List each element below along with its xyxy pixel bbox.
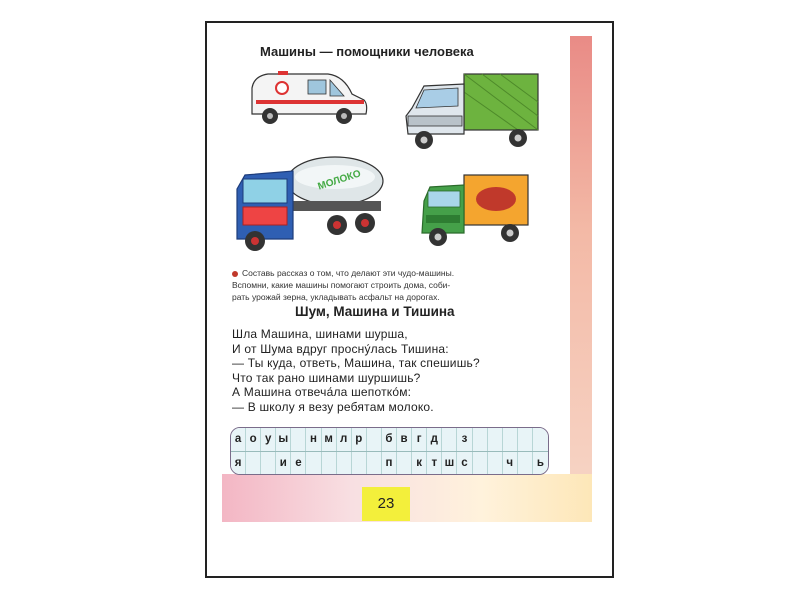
poem-line: А Машина отвеча́ла шепотко́м:: [232, 385, 412, 399]
task-line-3: рать урожай зерна, укладывать асфальт на дорогах.: [232, 292, 440, 302]
letter-cell: л: [337, 428, 352, 451]
letter-cell: [352, 452, 367, 475]
letter-cell: [261, 452, 276, 475]
letter-cell: д: [427, 428, 442, 451]
letter-cell: т: [427, 452, 442, 475]
letter-cell: [518, 452, 533, 475]
letter-cell: б: [382, 428, 397, 451]
letter-cell: [337, 452, 352, 475]
letter-cell: [246, 452, 261, 475]
letter-cell: [367, 428, 382, 451]
letter-cell: я: [231, 452, 246, 475]
box-truck-image: [420, 173, 532, 253]
letter-cell: ч: [503, 452, 518, 475]
letter-cell: а: [231, 428, 246, 451]
letter-cell: ы: [276, 428, 291, 451]
letter-cell: [473, 452, 488, 475]
letter-cell: [488, 452, 503, 475]
letter-cell: [367, 452, 382, 475]
letter-cell: [533, 428, 548, 451]
letter-grid: [230, 427, 549, 475]
letter-grid-row-1: [231, 428, 548, 451]
ambulance-image: [248, 68, 370, 130]
letter-cell: о: [246, 428, 261, 451]
poem-line: — В школу я везу ребятам молоко.: [232, 399, 434, 414]
letter-cell: п: [382, 452, 397, 475]
letter-cell: [503, 428, 518, 451]
letter-cell: к: [412, 452, 427, 475]
letter-cell: р: [352, 428, 367, 451]
letter-cell: ш: [442, 452, 457, 475]
letter-cell: н: [306, 428, 321, 451]
poem-title: Шум, Машина и Тишина: [295, 304, 455, 319]
bullet-icon: [232, 271, 238, 277]
letter-cell: [397, 452, 412, 475]
letter-cell: у: [261, 428, 276, 451]
letter-cell: г: [412, 428, 427, 451]
letter-cell: [291, 428, 306, 451]
poem-line: Шла Машина, шинами шурша,: [232, 327, 408, 341]
tanker-label: МОЛОКО: [316, 168, 363, 193]
letter-cell: [442, 428, 457, 451]
page-number: 23: [362, 487, 410, 521]
letter-cell: е: [291, 452, 306, 475]
poem: [232, 327, 480, 414]
letter-cell: м: [322, 428, 337, 451]
letter-cell: [322, 452, 337, 475]
cargo-truck-image: [402, 72, 542, 156]
poem-line: — Ты куда, ответь, Машина, так спешишь?: [232, 356, 480, 370]
letter-cell: и: [276, 452, 291, 475]
decorative-strip: [570, 36, 592, 520]
letter-cell: [488, 428, 503, 451]
letter-cell: с: [457, 452, 472, 475]
letter-cell: [473, 428, 488, 451]
poem-line: И от Шума вдруг просну́лась Тишина:: [232, 341, 449, 356]
page-title: Машины — помощники человека: [260, 44, 474, 59]
letter-cell: [306, 452, 321, 475]
poem-line: Что так рано шинами шуршишь?: [232, 370, 421, 385]
letter-cell: в: [397, 428, 412, 451]
letter-cell: з: [457, 428, 472, 451]
task-line-2: Вспомни, какие машины помогают строить дома, соби-: [232, 280, 451, 290]
letter-cell: [518, 428, 533, 451]
task-line-1: Составь рассказ о том, что делают эти чудо-машины.: [242, 268, 455, 278]
milk-tanker-image: [233, 145, 385, 253]
letter-cell: ь: [533, 452, 548, 475]
letter-grid-row-2: [231, 451, 548, 475]
task-text: [232, 267, 554, 303]
